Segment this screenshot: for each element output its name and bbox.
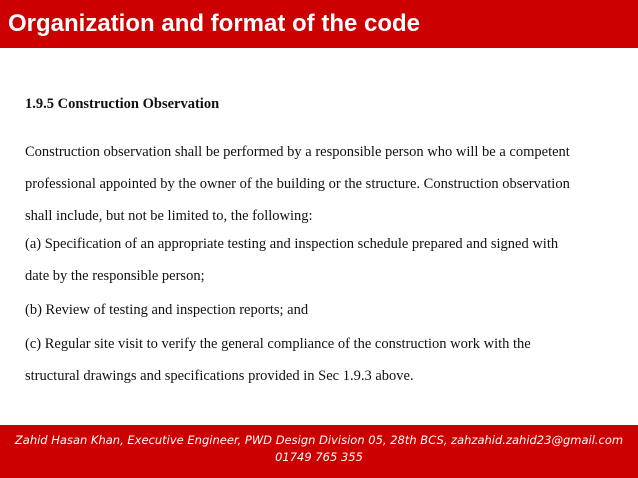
footer-bar bbox=[0, 425, 638, 478]
title-bar bbox=[0, 0, 638, 48]
footer-author: Zahid Hasan Khan, Executive Engineer, PWD Design Division 05, 28th BCS, zahzahid.zahid23@gmail.com bbox=[14, 433, 624, 447]
intro-line: Construction observation shall be performed by a responsible person who will be a competent bbox=[25, 144, 570, 160]
list-item-b bbox=[25, 296, 625, 324]
list-item-line: date by the responsible person; bbox=[25, 268, 205, 284]
slide-title: Organization and format of the code bbox=[8, 10, 421, 37]
list-item-line: (b) Review of testing and inspection reports; and bbox=[25, 302, 309, 318]
intro-line: shall include, but not be limited to, the following: bbox=[25, 208, 313, 224]
intro-paragraph bbox=[25, 138, 625, 230]
slide-body bbox=[25, 90, 625, 390]
list-item-line: structural drawings and specifications provided in Sec 1.9.3 above. bbox=[25, 368, 414, 384]
list-item-line: (c) Regular site visit to verify the general compliance of the construction work with the bbox=[25, 336, 531, 352]
list-item-c bbox=[25, 330, 625, 390]
list-item-a bbox=[25, 230, 625, 290]
section-heading: 1.9.5 Construction Observation bbox=[25, 96, 220, 112]
list-item-line: (a) Specification of an appropriate testing and inspection schedule prepared and signed with bbox=[25, 236, 559, 252]
footer-phone: 01749 765 355 bbox=[275, 450, 363, 464]
intro-line: professional appointed by the owner of the building or the structure. Construction observation bbox=[25, 176, 570, 192]
